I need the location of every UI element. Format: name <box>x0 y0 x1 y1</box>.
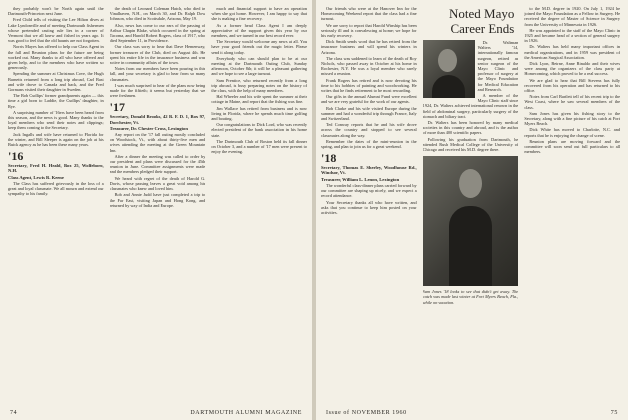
paragraph: The class was saddened to learn of the death of Roy Nichols, who passed away in October at his home in Rochester, N.Y. He was a loyal member who rarely missed a reunion. <box>321 55 417 77</box>
portrait-photo <box>423 40 475 98</box>
page-number: 75 <box>610 410 618 416</box>
paragraph: After a dinner the meeting was called to order by our president and plans were discussed for the 45th reunion in June. Committee assignments were made and the members pledged their support. <box>109 153 206 175</box>
paragraph: Frank Rogers has retired and is now devoting his time to his hobbies of painting and woodworking. He writes that he finds retirement to be most rewarding. <box>321 77 417 94</box>
paragraph: A member of the Mayo Clinic staff since 1924, Dr. Walters achieved international renown in the field of abdominal surgery, particularly surgery of the stomach and biliary tract. <box>422 93 519 119</box>
paragraph: Following his graduation from Dartmouth, he attended Rush Medical College of the University of Chicago and received his M.D. degree there. <box>422 136 519 153</box>
fishing-photo <box>423 156 519 286</box>
paragraph: Sam Prentice, who returned recently from a long trip abroad, is busy preparing notes on the history of the class, with the help of many members. <box>211 77 308 94</box>
class-year-heading: '16 <box>8 149 24 164</box>
paragraph: We heard with regret of the death of Harold G. Davis, whose passing leaves a great void among his classmates who knew and loved him. <box>109 175 206 192</box>
page-footer <box>316 410 628 416</box>
class-secretary: Secretary, Donald Brooks, 42 R. F. D. 1, Box 97, Dorchester, Vt. <box>109 114 206 125</box>
right-column-2 <box>423 6 519 406</box>
paragraph: The Class has suffered grievously in the loss of a great and loyal classmate. We all mourn and extend our sympathy to his family. <box>8 180 104 197</box>
paragraph: Reunion plans are moving forward and the committee will soon send out full particulars to all members. <box>524 138 621 155</box>
paragraph: much and financial support to have an operation when she got home. However, I am happy to say that she is making a fine recovery. <box>211 6 308 22</box>
paragraph: He was appointed to the staff of the Mayo Clinic in 1925 and became head of a section of general surgery in 1926. <box>524 27 621 44</box>
paragraph: Your Secretary thanks all who have written, and asks that you continue to keep him posted on your activities. <box>321 199 417 215</box>
paragraph: Dick White has moved to Charlotte, N.C. and reports that he is enjoying the change of scene. <box>524 127 621 138</box>
paragraph: We are glad to hear that Bill Stevens has fully recovered from his operation and has returned to his office. <box>524 77 621 94</box>
paragraph: Our gifts in the annual Alumni Fund were excellent and we are very grateful for the work of our agents. <box>321 94 417 105</box>
paragraph: Jim Wallace has retired from business and is now living in Florida, where he spends much time golfing and boating. <box>211 105 308 122</box>
publication-name: DARTMOUTH ALUMNI MAGAZINE <box>190 410 302 416</box>
paragraph: Notes from Carl Bartlett tell of his recent trip to the West Coast, where he saw several members of the class. <box>524 94 621 110</box>
paragraph: Sam Jones has given his fishing story to the Secretary, along with a fine picture of his catch at Fort Myers Beach. <box>524 110 621 127</box>
paragraph: Our friends who were at the Hanover Inn for the Homecoming Weekend report that the class had a fine turnout. <box>321 6 417 22</box>
paragraph: Also, news has come to our ears of the passing of Arthur Chapin Blake, which occurred in the spring at Tacoma, and Harold Robert Rogers, class of 1917, who died September 11, in Providence. <box>109 22 206 44</box>
left-columns <box>8 6 307 406</box>
class-agent: Treasurer, Dr. Chester Cross, Lexington <box>109 125 188 131</box>
page-number: 74 <box>10 410 18 416</box>
class-agent: Class Agent, Lewis R. Keene <box>8 174 64 180</box>
class-secretary: Secretary, Thomas E. Sherley, Woodhouse Rd., Windsor, Vt. <box>321 165 417 176</box>
class-secretary: Secretary, Fred H. Heald, Box 25, Wolfeboro, N.H. <box>8 163 104 174</box>
left-column-2 <box>110 6 206 406</box>
paragraph: I was much surprised to hear of the plans now being made for the fiftieth; it seems but yesterday that we were freshmen. <box>109 82 206 99</box>
paragraph: The wonderful class-dinner plans carried forward by our committee are shaping up nicely, and we expect a record attendance. <box>321 182 417 199</box>
left-page <box>0 0 312 420</box>
paragraph: Fred Child tells of visiting the Lee Hilton dives at Lake Lyndonville and of meeting Dartmouth fishermen whose pretended casting rule lies in a corner of Vermont that we all knew and fished in years ago. It was good to feel that the old haunts are not forgotten. <box>8 17 104 44</box>
paragraph: Everybody who can should plan to be at our meeting at the Dartmouth Outing Club, Sunday afternoon, October 8th; it will be a pleasant gathering and we hope to see a large turnout. <box>211 55 308 77</box>
paragraph: We are sorry to report that Harold Winship has been seriously ill and is convalescing at home; we hope for his early recovery. <box>321 22 417 39</box>
paragraph: the death of Leonard Coleman Hatch, who died in Vinalhaven, N.H., on March 30, and Dr. Ralph Dow Johnson, who died in Scottsdale, Arizona, May 19. <box>109 6 206 22</box>
paragraph: Dr. Walters has been honored by many medical societies in this country and abroad, and is the author of more than 400 scientific papers. <box>422 120 519 136</box>
paragraph: The Dartmouth Club of Boston held its fall dinner on October 3, and a number of '17 men were present to enjoy the evening. <box>211 138 308 155</box>
right-columns <box>321 6 620 406</box>
left-column-1 <box>8 6 104 406</box>
paragraph: The Secretary would welcome any news at all. You have your good friends out the magic letter. Please send it along today. <box>211 39 308 55</box>
paragraph: Spending the summer at Christmas Cove, the Hugh Barnetts returned from a long trip abroad, Carl Bast and wife drove to Canada and back, and the Fred Gormans visited their daughter in Sweden. <box>8 71 104 93</box>
article-headline: Noted Mayo Career Ends <box>448 6 515 36</box>
paragraph: Dick Lyon, Beirne, Anne Rinaldo and their wives were among the organizers of the class party at Homecoming, which proved to be a real success. <box>524 61 621 77</box>
class-year-heading: '18 <box>321 151 337 166</box>
paragraph: Dick Smith sends word that he has retired from the insurance business and will spend his winters in Arizona. <box>321 39 417 55</box>
paragraph: Remember the dates of the mini-reunion in the spring, and plan to join us for a great weekend. <box>321 138 417 150</box>
paragraph: Our congratulations to Dick Lord, who was recently elected president of the bank association in his home state. <box>211 122 308 138</box>
left-column-3 <box>211 6 307 406</box>
paragraph: Jack Ingalls and wife have returned to Florida for the winter, and Bill Sleeper is again on the job at his Buick agency as he has been these many years. <box>8 131 104 148</box>
issue-date: Issue of NOVEMBER 1960 <box>326 410 407 416</box>
paragraph: Notes from our members have been pouring in this fall, and your secretary is glad to hear from so many classmates. <box>109 66 206 82</box>
paragraph: A surprising number of '16ers have been heard from this season, and the news is good. Many thanks to the loyal members who send their notes and clippings; keep them coming to the Secretary. <box>8 109 104 131</box>
class-year-heading: '17 <box>109 100 126 115</box>
paragraph: Our class was sorry to hear that Dave Hemenway, former treasurer of the Club, died on August 4th. He spent his entire life in the insurance business and was active in community affairs of the town. <box>109 44 206 66</box>
right-page <box>316 0 628 420</box>
paragraph: Hal Wheeler and his wife spent the summer at their cottage in Maine, and report that the fishing was fine. <box>211 94 308 105</box>
class-agent: Treasurer, William L. Lenon, Lexington <box>321 176 400 182</box>
paragraph: to the M.D. degree in 1920. On July 1, 1924 he joined the Mayo Foundation as a Fellow in Surgery. He received the degree of Master of Science in Surgery from the University of Minnesota in 1926. <box>524 6 621 27</box>
page-footer <box>0 410 312 416</box>
paragraph: Norris Mayes has offered to help our Class Agent in the fall and Reunion plans for the future are being worked out. Many thanks to all who have offered and given help, and to the members who have written so generously. <box>8 44 104 71</box>
paragraph: Bob Clarke and his wife visited Europe during the summer and had a wonderful trip through France, Italy and Switzerland. <box>321 105 417 122</box>
right-column-3 <box>524 6 620 406</box>
paragraph: Any report on the '17 fall outing mostly concluded on Woodstock, Vt., with about thirty-five men and wives attending the meeting at the Green Mountain Inn. <box>109 132 206 153</box>
paragraph: they probably won't be North again until the Dartmouth-Princeton next June. <box>8 6 104 17</box>
paragraph: As a former head Class Agent I am deeply appreciative of the support given this year by our members, and we turned in our best record ever. <box>211 22 308 39</box>
paragraph: The Bob Cudlips' former grandparents again — this time a girl born to Laddie, the Cudlips' daughter, in Rye. <box>8 93 104 109</box>
paragraph: Dr. Walters has held many important offices in medical organizations, and in 1959 was president of the American Surgical Association. <box>524 44 621 60</box>
paragraph: Ted Conway reports that he and his wife drove across the country and stopped to see several classmates along the way. <box>321 122 417 138</box>
photo-caption: Sam Jones '18 looks to see that didn't get away. The catch was made last winter at Fort Myers Beach, Fla., while on vacation. <box>422 289 519 305</box>
paragraph: Bob and Annie Judd have just completed a trip to the Far East, visiting Japan and Hong Kong, and returned by way of India and Europe. <box>109 192 206 208</box>
paragraph: Dr. Waltman Walters '14, internationally famous surgeon, retired as senior surgeon of the Mayo Clinic and professor of surgery at the Mayo Foundation for Medical Education and Research. <box>477 40 519 92</box>
right-column-1 <box>321 6 417 406</box>
